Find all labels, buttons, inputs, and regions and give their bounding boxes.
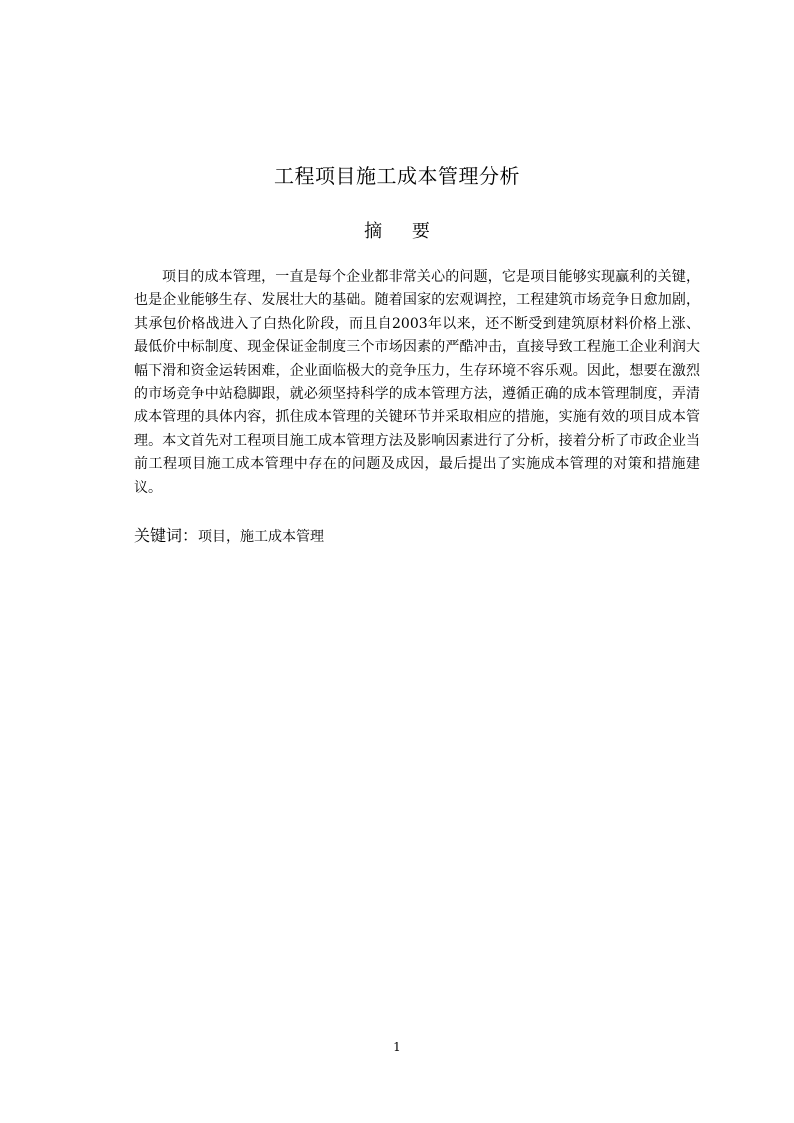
abstract-heading: 摘 要 <box>364 221 442 242</box>
document-title: 工程项目施工成本管理分析 <box>274 164 520 188</box>
keywords-line <box>134 524 700 549</box>
abstract-body: 项目的成本管理，一直是每个企业都非常关心的问题，它是项目能够实现赢利的关键，也是企业能够生存、发展壮大的基础。随着国家的宏观调控，工程建筑市场竞争日愈加剧，其承包价格战进入了白热化阶段，而且自2003年以来，还不断受到建筑原材料价格上涨、最低价中标制度、现金保证金制度三个市场因素的严酷冲击，直接导致工程施工企业利润大幅下滑和资金运转困难，企业面临极大的竞争压力，生存环境不容乐观。因此，想要在激烈的市场竞争中站稳脚跟，就必须坚持科学的成本管理方法，遵循正确的成本管理制度，弄清成本管理的具体内容，抓住成本管理的关键环节并采取相应的措施，实施有效的项目成本管理。本文首先对工程项目施工成本管理方法及影响因素进行了分析，接着分析了市政企业当前工程项目施工成本管理中存在的问题及成因，最后提出了实施成本管理的对策和措施建议。 <box>134 269 700 496</box>
keywords-label: 关键词： <box>134 526 199 545</box>
keywords-value: 项目，施工成本管理 <box>198 529 325 545</box>
page-number: 1 <box>393 1040 401 1054</box>
